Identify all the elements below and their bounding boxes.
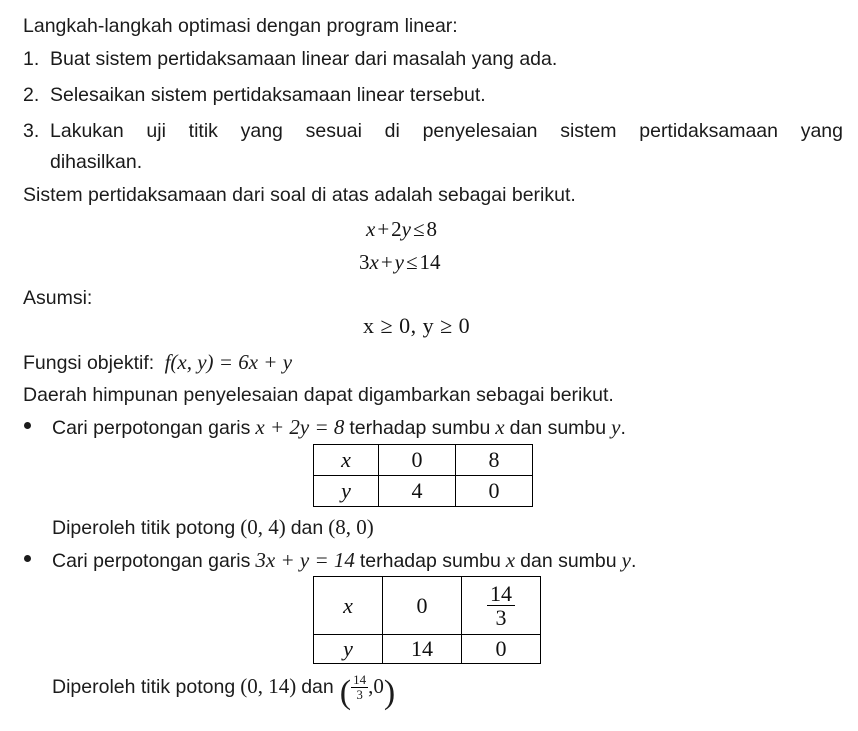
step-number-1: 1.	[23, 48, 40, 70]
bullet-2-text	[52, 546, 636, 575]
table-1-row-1-label: x	[314, 445, 379, 476]
table-row	[314, 445, 533, 476]
constraint-1-y: y	[401, 217, 411, 241]
table-row	[314, 577, 541, 635]
bullet-2-equation: 3x + y = 14	[255, 548, 355, 572]
table-2-row-2-cell-2: 0	[462, 635, 541, 664]
constraint-2-plus: +	[380, 250, 393, 274]
step-text-2: Selesaikan sistem pertidaksamaan linear tersebut.	[50, 84, 486, 106]
intro-heading: Langkah-langkah optimasi dengan program linear:	[23, 15, 458, 37]
step-number-2: 2.	[23, 84, 40, 106]
step-item-2	[23, 80, 833, 111]
constraint-1-x: x	[366, 217, 376, 241]
bullet-2-suffix-a: terhadap sumbu	[359, 550, 501, 572]
fraction-denominator: 3	[487, 605, 515, 629]
bullet-1-equation: x + 2y = 8	[255, 415, 345, 439]
step-text-3-line-1: Lakukan uji titik yang sesuai di penyelesaian sistem pertidaksamaan yang	[50, 120, 843, 142]
nonnegativity-constraint: x ≥ 0, y ≥ 0	[363, 313, 471, 338]
constraint-2-x: x	[369, 250, 379, 274]
bullet-dot-icon	[24, 422, 31, 429]
step-item-1	[23, 44, 833, 75]
bullet-2-period: .	[630, 550, 637, 572]
bullet-1-period: .	[620, 417, 626, 439]
step-text-1: Buat sistem pertidaksamaan linear dari masalah yang ada.	[50, 48, 558, 70]
step-item-3	[23, 116, 843, 178]
fraction-14-over-3	[487, 582, 515, 630]
bullet-1-axis-x: x	[495, 415, 505, 439]
table-1-row-2-cell-1: 4	[379, 476, 456, 507]
bullet-dot-icon	[24, 555, 31, 562]
constraint-1-rhs: 8	[426, 217, 438, 241]
step-number-3: 3.	[23, 120, 40, 142]
bullet-1-text	[52, 413, 626, 442]
constraint-1	[366, 216, 437, 242]
table-2-row-2-cell-1: 14	[383, 635, 462, 664]
result-2-point-2-second-coord: ,	[368, 674, 374, 698]
fraction-denominator: 3	[351, 687, 368, 702]
constraint-1-plus: +	[377, 217, 390, 241]
bullet-2-suffix-b: dan sumbu	[520, 550, 617, 572]
result-1-prefix: Diperoleh titik potong	[52, 517, 236, 539]
table-row	[314, 635, 541, 664]
table-1-row-1-cell-2: 8	[456, 445, 533, 476]
table-2-row-2-label: y	[314, 635, 383, 664]
assumption-label: Asumsi:	[23, 287, 93, 309]
result-1-point-2: (8, 0)	[328, 515, 374, 539]
bullet-1-suffix-a: terhadap sumbu	[349, 417, 491, 439]
objective-function-row	[23, 348, 292, 377]
result-2-point-2	[334, 671, 396, 712]
table-1-row-2-label: y	[314, 476, 379, 507]
constraint-2-coef-x: 3	[359, 250, 370, 274]
result-2-prefix: Diperoleh titik potong	[52, 676, 236, 698]
bullet-2-prefix: Cari perpotongan garis	[52, 550, 251, 572]
intersection-result-1	[52, 513, 374, 542]
table-1-row-1-cell-1: 0	[379, 445, 456, 476]
left-paren-icon: (	[339, 674, 352, 712]
bullet-1-prefix: Cari perpotongan garis	[52, 417, 251, 439]
intersection-result-2	[52, 671, 396, 712]
objective-label: Fungsi objektif:	[23, 352, 155, 374]
step-text-3-line-2: dihasilkan.	[50, 151, 143, 173]
constraint-2-rhs: 14	[419, 250, 441, 274]
constraint-2-y: y	[394, 250, 404, 274]
constraint-1-coef-y: 2	[391, 217, 402, 241]
result-1-conjunction: dan	[290, 517, 324, 539]
region-intro-text: Daerah himpunan penyelesaian dapat digambarkan sebagai berikut.	[23, 384, 614, 406]
bullet-item-1	[24, 413, 626, 442]
fraction-14-over-3-inline	[351, 673, 368, 702]
bullet-item-2	[24, 546, 636, 575]
result-2-conjunction: dan	[301, 676, 334, 698]
fraction-numerator: 14	[353, 671, 367, 687]
result-1-point-1: (0, 4)	[240, 515, 286, 539]
bullet-2-axis-x: x	[505, 548, 516, 572]
intersection-table-2	[313, 576, 541, 664]
constraint-1-relation: ≤	[413, 217, 425, 241]
result-2-point-1: (0, 14)	[240, 674, 297, 698]
table-2-row-1-cell-1: 0	[383, 577, 462, 635]
table-row	[314, 476, 533, 507]
bullet-1-axis-y: y	[611, 415, 621, 439]
result-2-point-2-zero: 0	[373, 674, 384, 698]
constraint-2-relation: ≤	[406, 250, 418, 274]
table-2-row-1-cell-2	[462, 577, 541, 635]
fraction-numerator: 14	[490, 580, 512, 606]
table-1-row-2-cell-2: 0	[456, 476, 533, 507]
intersection-table-1	[313, 444, 533, 507]
objective-expression: f(x, y) = 6x + y	[164, 350, 293, 374]
bullet-1-suffix-b: dan sumbu	[509, 417, 607, 439]
step-text-3	[50, 116, 843, 178]
constraint-2	[359, 249, 441, 275]
right-paren-icon: )	[383, 674, 396, 712]
bullet-2-axis-y: y	[621, 548, 631, 572]
system-intro-text: Sistem pertidaksamaan dari soal di atas adalah sebagai berikut.	[23, 184, 576, 206]
table-2-row-1-label: x	[314, 577, 383, 635]
